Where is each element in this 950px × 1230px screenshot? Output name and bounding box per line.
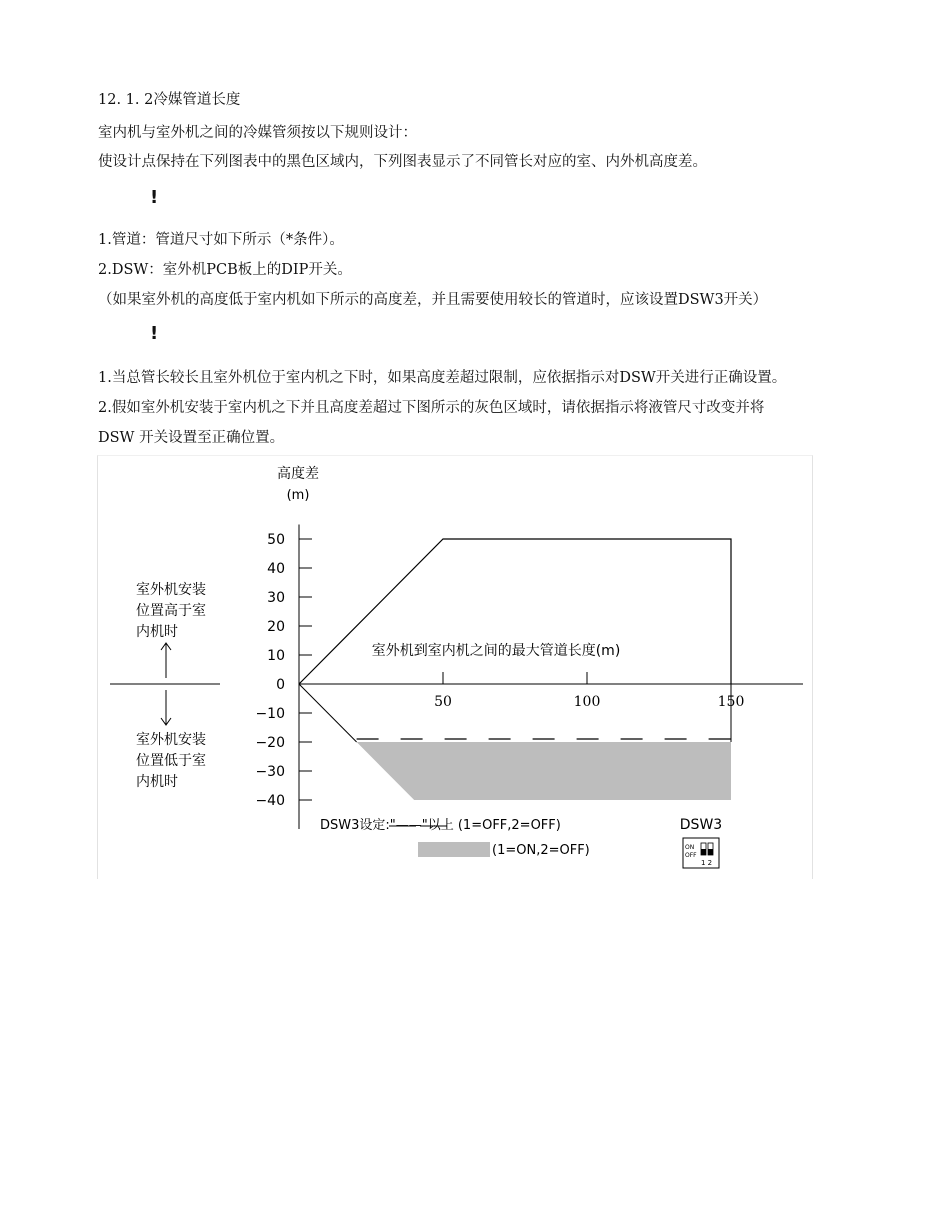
y-tick-label: 0	[276, 677, 285, 693]
note-pipe: 1.管道：管道尺寸如下所示（*条件）。	[98, 232, 344, 248]
label-above-line-1: 室外机安装	[136, 582, 206, 598]
y-tick-label: −20	[255, 735, 285, 751]
legend-gray-swatch	[418, 842, 490, 857]
y-tick-label: 40	[267, 561, 285, 577]
upper-limit-outline	[299, 539, 731, 684]
x-tick-label: 150	[717, 694, 745, 710]
intro-paragraph-1: 室内机与室外机之间的冷媒管须按以下规则设计：	[98, 125, 417, 141]
y-axis-unit: (m)	[286, 488, 310, 503]
height-difference-chart	[97, 455, 813, 879]
label-below-line-3: 内机时	[136, 774, 178, 790]
legend-dashed-label: DSW3设定:"——"以上 (1=OFF,2=OFF)	[320, 818, 561, 833]
note-dsw3-condition: （如果室外机的高度低于室内机如下所示的高度差，并且需要使用较长的管道时，应该设置DSW3开关）	[98, 292, 768, 308]
y-tick-label: 10	[267, 648, 285, 664]
y-tick-label: 50	[267, 532, 285, 548]
dsw-title: DSW3	[679, 817, 723, 833]
section-heading: 12. 1. 2冷媒管道长度	[98, 92, 241, 108]
x-tick-label: 100	[573, 694, 601, 710]
note-dsw: 2.DSW：室外机PCB板上的DIP开关。	[98, 262, 352, 278]
warning-icon: !	[150, 323, 159, 344]
chart-svg	[98, 456, 812, 879]
caution-1: 1.当总管长较长且室外机位于室内机之下时，如果高度差超过限制，应依据指示对DSW开关进行正确设置。	[98, 370, 787, 386]
x-tick-label: 50	[434, 694, 452, 710]
label-below-line-2: 位置低于室	[136, 753, 206, 769]
dsw-pin-numbers: 1 2	[701, 859, 713, 867]
legend-gray-label: (1=ON,2=OFF)	[492, 843, 590, 858]
label-below-line-1: 室外机安装	[136, 732, 206, 748]
y-axis-label: 高度差	[277, 466, 319, 482]
warning-icon: !	[150, 187, 159, 208]
caution-2b: DSW 开关设置至正确位置。	[98, 430, 285, 446]
y-tick-label: −40	[255, 793, 285, 809]
x-axis-label: 室外机到室内机之间的最大管道长度(m)	[371, 643, 621, 659]
dsw-pin-2-knob	[708, 849, 713, 855]
dsw-on-label: ON	[685, 844, 695, 851]
plot-area	[255, 525, 803, 830]
y-tick-label: −30	[255, 764, 285, 780]
y-tick-label: 20	[267, 619, 285, 635]
dsw-pin-1-knob	[701, 849, 706, 855]
label-above-line-2: 位置高于室	[136, 603, 206, 619]
label-above-line-3: 内机时	[136, 624, 178, 640]
y-tick-label: −10	[255, 706, 285, 722]
caution-2a: 2.假如室外机安装于室内机之下并且高度差超过下图所示的灰色区域时，请依据指示将液管尺寸改变并将	[98, 400, 765, 416]
intro-paragraph-2: 使设计点保持在下列图表中的黑色区域内，下列图表显示了不同管长对应的室、内外机高度差。	[98, 154, 707, 170]
y-tick-label: 30	[267, 590, 285, 606]
gray-region	[357, 742, 731, 800]
dsw-off-label: OFF	[685, 852, 697, 859]
